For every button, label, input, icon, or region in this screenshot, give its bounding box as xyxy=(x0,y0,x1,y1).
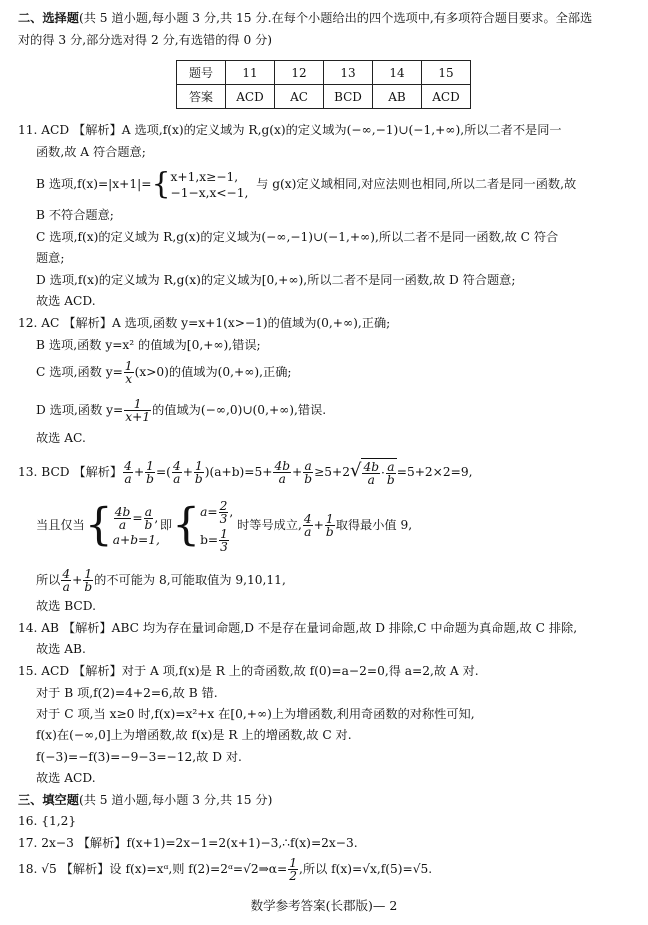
q12-line-1: 12. AC 【解析】A 选项,函数 y=x+1(x>−1)的值域为(0,+∞),正确; xyxy=(18,316,391,330)
fraction xyxy=(303,513,313,538)
brace: { xyxy=(151,166,171,202)
q14-line-2: 故选 AB. xyxy=(36,642,86,656)
q11-line-2: 函数,故 A 符合题意; xyxy=(36,145,146,159)
fraction xyxy=(172,460,182,485)
q11-line-5: C 选项,f(x)的定义域为 R,g(x)的定义域为(−∞,−1)∪(−1,+∞),所以二者不是同一函数,故 C 符合 xyxy=(36,230,559,244)
q11-text-2: 与 g(x)定义域相同,对应法则也相同,所以二者是同一函数,故 xyxy=(256,177,577,191)
denominator: b xyxy=(304,472,313,486)
q13-text: 所以 xyxy=(36,573,61,587)
section2-header xyxy=(18,10,630,26)
sol-2 xyxy=(200,526,233,554)
numerator: 4 xyxy=(124,459,132,473)
section3-header xyxy=(18,792,630,808)
fraction xyxy=(386,461,396,486)
fraction xyxy=(83,568,93,593)
table-cell: 题号 xyxy=(177,61,226,85)
sqrt-sign: √ xyxy=(350,460,362,481)
q17-line: 17. 2x−3 【解析】f(x+1)=2x−1=2(x+1)−3,∴f(x)=2x−3. xyxy=(18,836,358,850)
piece-2: −1−x,x<−1, xyxy=(170,185,249,200)
numerator: 4b xyxy=(363,460,380,474)
section2-title: 二、选择题 xyxy=(18,11,79,25)
section2-desc-2: 对的得 3 分,部分选对得 2 分,有选错的得 0 分) xyxy=(18,33,273,47)
denominator: a xyxy=(124,472,132,486)
numerator: 1 xyxy=(124,398,151,411)
q15-line-4: f(x)在(−∞,0]上为增函数,故 f(x)是 R 上的增函数,故 C 对. xyxy=(36,728,352,742)
fraction xyxy=(194,460,204,485)
table-cell: 14 xyxy=(373,61,422,85)
fraction xyxy=(124,398,151,423)
fraction xyxy=(362,461,380,486)
numerator: 1 xyxy=(194,459,203,473)
q12-line-3 xyxy=(36,358,630,386)
numerator: 1 xyxy=(146,459,154,473)
section3-title: 三、填空题 xyxy=(18,793,79,807)
fraction xyxy=(325,513,335,538)
q15-line-3: 对于 C 项,当 x≥0 时,f(x)=x²+x 在[0,+∞)上为增函数,利用奇函数的对称性可知, xyxy=(36,707,475,721)
section2-desc: (共 5 道小题,每小题 3 分,共 15 分.在每个小题给出的四个选项中,有多项符合题目要求。全部选 xyxy=(78,11,593,25)
q13-text: 取得最小值 9, xyxy=(335,518,413,532)
q18-text: ,所以 f(x)=√x,f(5)=√5. xyxy=(299,862,433,876)
denominator: 3 xyxy=(219,511,228,526)
q11-line-6: 题意; xyxy=(36,251,65,265)
table-cell: 答案 xyxy=(177,85,226,109)
denominator: b xyxy=(84,580,93,594)
table-cell: AB xyxy=(373,85,422,109)
table-cell: 15 xyxy=(422,61,471,85)
denominator: 2 xyxy=(289,869,298,883)
denominator: x xyxy=(125,372,133,386)
q12-text-2: (x>0)的值域为(0,+∞),正确; xyxy=(134,365,292,379)
numerator: 1 xyxy=(289,856,298,870)
q13-text: =5+2×2=9, xyxy=(396,465,473,479)
q12-text: D 选项,函数 y= xyxy=(36,403,124,417)
q12-line-2: B 选项,函数 y=x² 的值域为[0,+∞),错误; xyxy=(36,338,261,352)
fraction xyxy=(124,360,134,385)
numerator: 2 xyxy=(219,498,228,513)
numerator: 4 xyxy=(62,567,71,581)
piecewise-system xyxy=(171,169,249,201)
table-cell: ACD xyxy=(226,85,275,109)
brace: { xyxy=(172,499,201,551)
q18-line xyxy=(18,856,630,882)
denominator: b xyxy=(144,517,153,532)
sqrt-radicand: $\frac{4b}{a}$ · $\frac{a}{b}$ xyxy=(363,460,395,487)
numerator: 1 xyxy=(84,567,93,581)
piece-1: x+1,x≥−1, xyxy=(170,169,239,184)
numerator: 1 xyxy=(220,526,228,541)
numerator: 4b xyxy=(274,459,291,473)
denominator: a xyxy=(118,517,127,532)
fraction xyxy=(273,460,291,485)
denominator: a xyxy=(367,473,375,487)
q15-line-5: f(−3)=−f(3)=−9−3=−12,故 D 对. xyxy=(36,750,242,764)
denominator: a xyxy=(278,472,286,486)
q13-line-2: 当且仅当{ $\frac{4b}{a}$ = $\frac{a}{b}$ , a+b=1, 即{ a= $\frac{2}{3}$ , b= $\frac{1}{3}$ 时等号成立, $\frac{4}{a}$ + $\frac{1}{b}$ 取得最小值 9, xyxy=(36,498,413,554)
fraction xyxy=(61,568,71,593)
cond-2: a+b=1, xyxy=(112,532,160,547)
denominator: x+1 xyxy=(125,410,151,424)
q15-line-6: 故选 ACD. xyxy=(36,771,96,785)
q13-line-4: 故选 BCD. xyxy=(36,599,96,613)
numerator: 1 xyxy=(124,359,133,373)
q15-line-2: 对于 B 项,f(2)=4+2=6,故 B 错. xyxy=(36,686,218,700)
section3-desc: (共 5 道小题,每小题 3 分,共 15 分) xyxy=(78,793,273,807)
numerator: 4b xyxy=(114,504,131,519)
numerator: a xyxy=(304,459,312,473)
q18-text: 18. √5 【解析】设 f(x)=xᵅ,则 f(2)=2ᵅ=√2⇒α= xyxy=(18,862,288,876)
fraction xyxy=(144,506,154,531)
denominator: a xyxy=(304,525,312,539)
numerator: a xyxy=(387,460,395,474)
q13-line-3: 所以 $\frac{4}{a}$ + $\frac{1}{b}$ 的不可能为 8,可能取值为 9,10,11, xyxy=(36,567,286,594)
fraction xyxy=(219,528,229,553)
q12-text-2: 的值域为(−∞,0)∪(0,+∞),错误. xyxy=(152,403,327,417)
denominator: a xyxy=(173,472,181,486)
q13-text: (a+b)=5+ xyxy=(209,465,273,479)
denominator: b xyxy=(194,472,203,486)
numerator: a xyxy=(144,504,153,519)
q12-line-5: 故选 AC. xyxy=(36,431,86,445)
q14-line-1: 14. AB 【解析】ABC 均为存在量词命题,D 不是存在量词命题,故 D 排除,C 中命题为真命题,故 C 排除, xyxy=(18,621,578,635)
fraction xyxy=(123,460,133,485)
q12-text: C 选项,函数 y= xyxy=(36,365,123,379)
table-row xyxy=(177,85,471,109)
table-cell: 12 xyxy=(275,61,324,85)
q12-line-4 xyxy=(36,396,630,424)
q13-text: b= xyxy=(200,532,219,547)
q13-text: 13. BCD 【解析】 xyxy=(18,465,123,479)
table-cell: ACD xyxy=(422,85,471,109)
table-cell: AC xyxy=(275,85,324,109)
denominator: b xyxy=(146,472,154,486)
denominator: a xyxy=(62,580,70,594)
fraction xyxy=(114,506,132,531)
table-row xyxy=(177,61,471,85)
q11-line-4: B 不符合题意; xyxy=(36,208,114,222)
q11-line-7: D 选项,f(x)的定义域为 R,g(x)的定义域为[0,+∞),所以二者不是同一函数,故 D 符合题意; xyxy=(36,273,516,287)
fraction xyxy=(145,460,155,485)
denominator: b xyxy=(325,525,334,539)
q13-text: 当且仅当 xyxy=(36,518,85,532)
q11-line-3 xyxy=(36,166,630,202)
fraction xyxy=(303,460,313,485)
denominator: b xyxy=(386,473,395,487)
brace: { xyxy=(84,499,113,551)
numerator: 4 xyxy=(172,459,181,473)
sol-1: a= $\frac{2}{3}$ , xyxy=(200,498,234,526)
solution-system xyxy=(200,498,233,554)
q11-text: B 选项,f(x)=|x+1|= xyxy=(36,177,152,191)
fraction xyxy=(219,500,229,525)
q13-line-1: 13. BCD 【解析】 $\frac{4}{a}$ + $\frac{1}{b}$ =( $\frac{4}{a}$ + $\frac{1}{b}$ )(a+b)=5+ $\frac{4b}{a}$ + $\frac{a}{b}$ ≥5+2√ $\frac{4b}{a}$ · $\frac{a}{b}$ =5+2×2=9, xyxy=(18,459,473,487)
q13-text: 时等号成立, xyxy=(237,518,302,532)
table-cell: BCD xyxy=(324,85,373,109)
denominator: 3 xyxy=(220,539,228,554)
cond-1: $\frac{4b}{a}$ = $\frac{a}{b}$ , xyxy=(114,504,159,532)
table-cell: 13 xyxy=(324,61,373,85)
fraction xyxy=(288,857,298,882)
q13-text: 的不可能为 8,可能取值为 9,10,11, xyxy=(94,573,286,587)
q13-text: ≥5+2 xyxy=(314,465,350,479)
answer-table xyxy=(176,60,471,109)
q15-line-1: 15. ACD 【解析】对于 A 项,f(x)是 R 上的奇函数,故 f(0)=a−2=0,得 a=2,故 A 对. xyxy=(18,664,479,678)
table-cell: 11 xyxy=(226,61,275,85)
q11-line-1: 11. ACD 【解析】A 选项,f(x)的定义域为 R,g(x)的定义域为(−∞,−1)∪(−1,+∞),所以二者不是同一 xyxy=(18,123,562,137)
q11-line-8: 故选 ACD. xyxy=(36,294,96,308)
numerator: 4 xyxy=(303,512,312,526)
numerator: 1 xyxy=(325,512,334,526)
condition-system xyxy=(113,504,160,548)
q16-line: 16. {1,2} xyxy=(18,814,77,828)
page-footer: 数学参考答案(长郡版)— 2 xyxy=(250,898,398,913)
